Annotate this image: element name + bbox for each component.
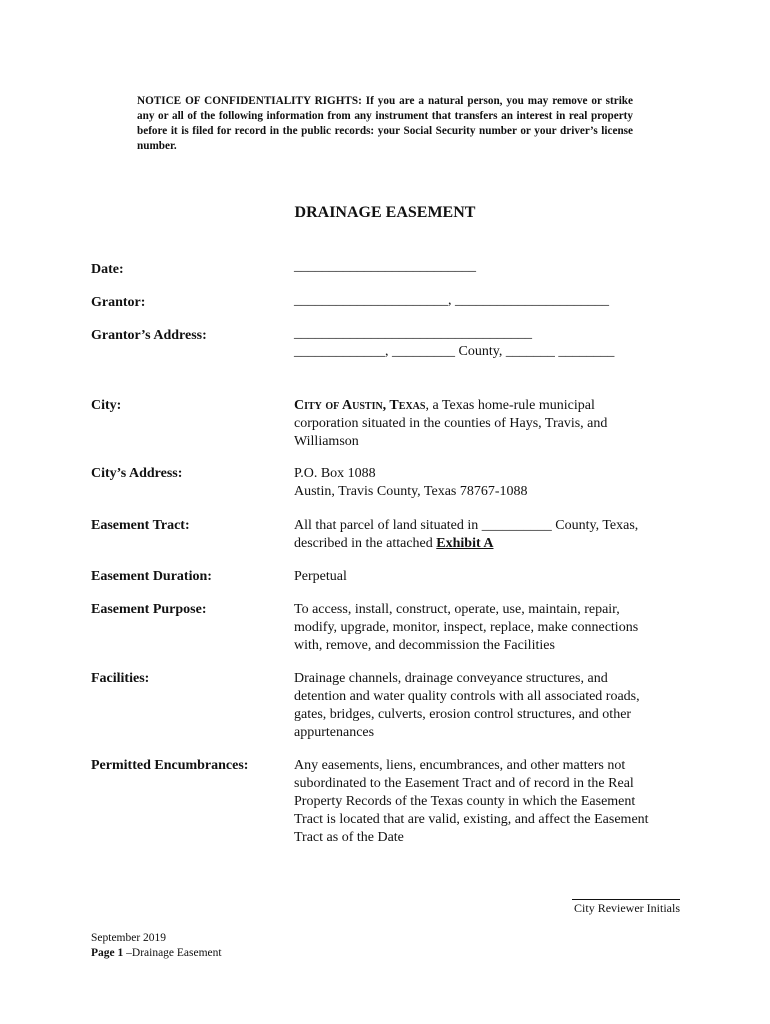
city-name: City of Austin, Texas bbox=[294, 398, 426, 413]
easement-duration-value: Perpetual bbox=[294, 569, 347, 584]
grantor-label: Grantor: bbox=[91, 295, 146, 310]
city-label: City: bbox=[91, 398, 122, 413]
confidentiality-notice: NOTICE OF CONFIDENTIALITY RIGHTS: If you are a natural person, you may remove or strike any or all of the following information from any instrument that transfers an interest in real property before it is filed for record in the public records: your Social Security number or your driver’s license number. bbox=[137, 95, 633, 152]
easement-tract-line-2: described in the attached bbox=[294, 536, 437, 551]
city-description-line-1: , a Texas home-rule municipal bbox=[425, 398, 595, 413]
easement-tract-label: Easement Tract: bbox=[91, 518, 190, 533]
city-address-line-2: Austin, Travis County, Texas 78767-1088 bbox=[294, 484, 528, 499]
easement-purpose-value bbox=[294, 601, 638, 655]
facilities-line-1: Drainage channels, drainage conveyance structures, and bbox=[294, 671, 608, 686]
facilities-value bbox=[294, 670, 640, 742]
city-address-value bbox=[294, 465, 528, 501]
grantor-address-value bbox=[294, 325, 614, 361]
easement-purpose-label: Easement Purpose: bbox=[91, 602, 207, 617]
grantor-address-label: Grantor’s Address: bbox=[91, 328, 207, 343]
easement-purpose-line-3: with, remove, and decommission the Facilities bbox=[294, 638, 555, 653]
grantor-address-line-1: __________________________________ bbox=[294, 326, 532, 341]
facilities-label: Facilities: bbox=[91, 671, 150, 686]
page-footer bbox=[91, 931, 222, 961]
date-blank: __________________________ bbox=[294, 259, 476, 274]
grantor-blank: ______________________, ______________________ bbox=[294, 293, 609, 308]
permitted-encumbrances-label: Permitted Encumbrances: bbox=[91, 758, 249, 773]
permitted-encumbrances-line-4: Tract is located that are valid, existing, and affect the Easement bbox=[294, 812, 649, 827]
permitted-encumbrances-value bbox=[294, 757, 649, 847]
city-description-line-3: Williamson bbox=[294, 434, 359, 449]
easement-tract-line-1: All that parcel of land situated in __________ County, Texas, bbox=[294, 518, 639, 533]
permitted-encumbrances-line-5: Tract as of the Date bbox=[294, 830, 404, 845]
easement-tract-value bbox=[294, 517, 638, 553]
footer-page-number: Page 1 bbox=[91, 947, 124, 959]
grantor-address-line-2: _____________, _________ County, _______ ________ bbox=[294, 344, 615, 359]
city-reviewer-initials-label: City Reviewer Initials bbox=[574, 901, 680, 915]
permitted-encumbrances-line-1: Any easements, liens, encumbrances, and other matters not bbox=[294, 758, 626, 773]
easement-purpose-line-1: To access, install, construct, operate, use, maintain, repair, bbox=[294, 602, 620, 617]
initials-signature-line bbox=[572, 899, 680, 900]
city-value bbox=[294, 397, 607, 451]
permitted-encumbrances-line-2: subordinated to the Easement Tract and of record in the Real bbox=[294, 776, 634, 791]
city-address-label: City’s Address: bbox=[91, 466, 183, 481]
footer-date: September 2019 bbox=[91, 932, 167, 944]
date-label: Date: bbox=[91, 262, 124, 277]
facilities-line-3: gates, bridges, culverts, erosion control structures, and other bbox=[294, 707, 632, 722]
city-description-line-2: corporation situated in the counties of Hays, Travis, and bbox=[294, 416, 608, 431]
document-title: DRAINAGE EASEMENT bbox=[294, 204, 476, 221]
easement-duration-label: Easement Duration: bbox=[91, 569, 212, 584]
permitted-encumbrances-line-3: Property Records of the Texas county in which the Easement bbox=[294, 794, 636, 809]
footer-document-name: –Drainage Easement bbox=[123, 947, 222, 959]
facilities-line-4: appurtenances bbox=[294, 725, 375, 740]
easement-purpose-line-2: modify, upgrade, monitor, inspect, replace, make connections bbox=[294, 620, 639, 635]
exhibit-a-reference: Exhibit A bbox=[436, 536, 494, 551]
city-address-line-1: P.O. Box 1088 bbox=[294, 466, 376, 481]
facilities-line-2: detention and water quality controls with all associated roads, bbox=[294, 689, 640, 704]
